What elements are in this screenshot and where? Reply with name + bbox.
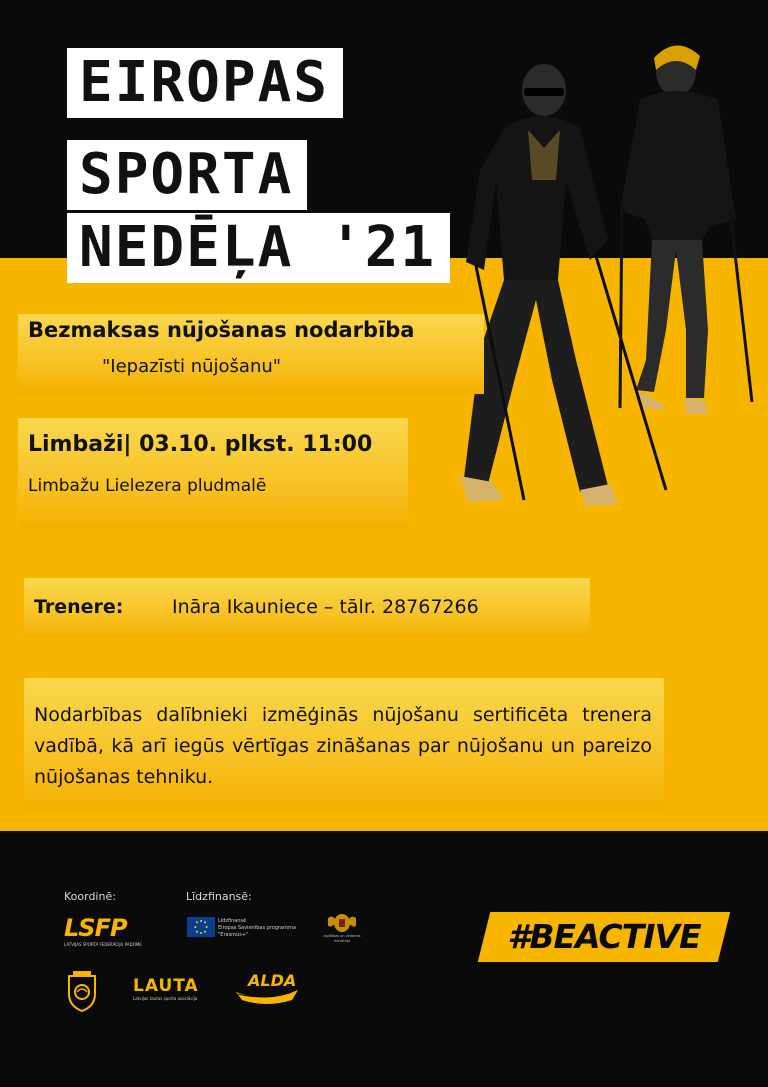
title-line-1: EIROPAS bbox=[67, 48, 343, 118]
eu-program-text: Līdzfinansē Eiropas Savienības programma "Erasmus+" bbox=[218, 918, 296, 938]
event-name: Bezmaksas nūjošanas nodarbība bbox=[28, 318, 415, 342]
lsa-emblem-icon bbox=[66, 970, 98, 1012]
eu-flag-icon bbox=[187, 917, 215, 937]
beactive-label: #BEACTIVE bbox=[507, 917, 701, 956]
event-subtitle: "Iepazīsti nūjošanu" bbox=[102, 356, 282, 377]
lauta-logo bbox=[133, 976, 199, 1001]
title-line-3: NEDĒĻA '21 bbox=[67, 213, 450, 283]
lauta-logo-word: LAUTA bbox=[133, 976, 199, 996]
walkers-photo bbox=[440, 30, 760, 530]
lsfp-logo-word: LSFP bbox=[64, 914, 127, 942]
cofinanced-label: Līdzfinansē: bbox=[186, 890, 252, 903]
lauta-logo-subtitle: Latvijas tautas sporta asociācija bbox=[133, 996, 198, 1001]
ministry-text: Izglītības un zinātnes ministrija bbox=[323, 934, 361, 943]
beactive-badge bbox=[478, 912, 730, 962]
title-line-2: SPORTA bbox=[67, 140, 307, 210]
coordinates-label: Koordinē: bbox=[64, 890, 116, 903]
date-location-box bbox=[18, 418, 408, 528]
event-datetime: Limbaži| 03.10. plkst. 11:00 bbox=[28, 432, 373, 457]
trainer-contact: Ināra Ikauniece – tālr. 28767266 bbox=[172, 596, 479, 618]
trainer-label: Trenere: bbox=[34, 596, 124, 618]
description-box bbox=[24, 678, 664, 810]
alda-logo-word: ALDA bbox=[248, 971, 297, 990]
lsfp-logo bbox=[64, 914, 148, 948]
description-text: Nodarbības dalībnieki izmēģinās nūjošanu sertificēta trenera vadībā, kā arī iegūs vērtīgas zināšanas par nūjošanu un pareizo nūjošanas tehniku. bbox=[34, 704, 652, 788]
event-place: Limbažu Lielezera pludmalē bbox=[28, 476, 267, 496]
lsfp-logo-subtitle: LATVIJAS SPORTA FEDERĀCIJU PADOME bbox=[64, 942, 142, 947]
ministry-crest-icon bbox=[326, 912, 358, 934]
event-box bbox=[18, 314, 484, 394]
trainer-box bbox=[24, 578, 590, 638]
